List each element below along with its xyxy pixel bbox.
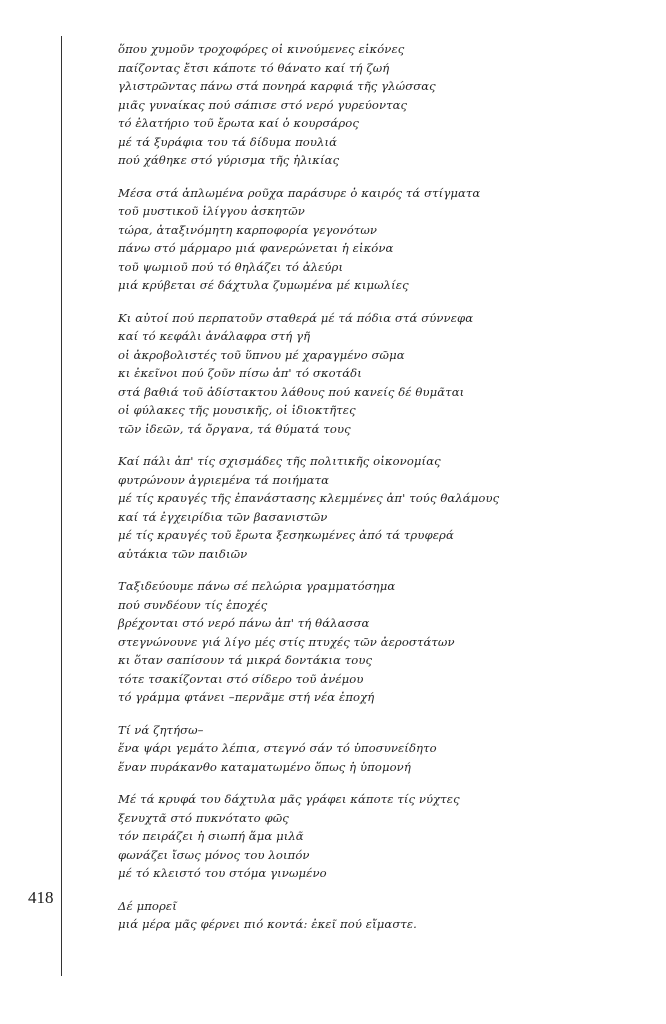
page-number: 418: [28, 888, 54, 907]
poem-body: [118, 40, 588, 948]
poem-line: τόν πειράζει ἡ σιωπή ἅμα μιλᾶ: [118, 829, 304, 843]
poem-line: οἱ ἀκροβολιστές τοῦ ὕπνου μέ χαραγμένο σῶμα: [118, 347, 405, 362]
poem-line: μέ τίς κραυγές τοῦ ἔρωτα ξεσηκωμένες ἀπό τά τρυφερά: [118, 528, 454, 542]
poem-line: Δέ μπορεῖ: [118, 898, 177, 913]
poem-line: μιά κρύβεται σέ δάχτυλα ζυμωμένα μέ κιμωλίες: [118, 278, 409, 292]
poem-line: παίζοντας ἔτσι κάποτε τό θάνατο καί τή ζωή: [118, 60, 390, 75]
poem-line: κι ἐκεῖνοι πού ζοῦν πίσω ἀπ' τό σκοτάδι: [118, 366, 362, 380]
stanza: [118, 897, 588, 934]
poem-line: φωνάζει ἴσως μόνος του λοιπόν: [118, 847, 310, 862]
poem-line: ἕνα ψάρι γεμάτο λέπια, στεγνό σάν τό ὑποσυνείδητο: [118, 741, 437, 755]
stanza: [118, 790, 588, 883]
poem-line: τότε τσακίζονται στό σίδερο τοῦ ἀνέμου: [118, 671, 364, 686]
poem-line: Καί πάλι ἀπ' τίς σχισμάδες τῆς πολιτικῆς οἰκονομίας: [118, 454, 441, 468]
poem-line: τοῦ ψωμιοῦ πού τό θηλάζει τό ἀλεύρι: [118, 259, 344, 274]
poem-line: ὅπου χυμοῦν τροχοφόρες οἱ κινούμενες εἰκόνες: [118, 42, 405, 56]
margin-rule: [61, 36, 62, 976]
poem-line: Μέσα στά ἁπλωμένα ροῦχα παράσυρε ὁ καιρός τά στίγματα: [118, 185, 481, 200]
poem-line: πού χάθηκε στό γύρισμα τῆς ἡλικίας: [118, 153, 340, 167]
stanza: [118, 577, 588, 707]
poem-line: Ταξιδεύουμε πάνω σέ πελώρια γραμματόσημα: [118, 579, 396, 593]
stanza: [118, 721, 588, 777]
poem-line: καί τό κεφάλι ἀνάλαφρα στή γῆ: [118, 329, 311, 343]
poem-line: μέ τά ξυράφια του τά δίδυμα πουλιά: [118, 134, 338, 149]
poem-line: τώρα, ἀταξινόμητη καρποφορία γεγονότων: [118, 222, 378, 237]
stanza: [118, 309, 588, 439]
poem-line: καί τά ἐγχειρίδια τῶν βασανιστῶν: [118, 509, 328, 524]
poem-line: πού συνδέουν τίς ἐποχές: [118, 597, 268, 612]
poem-line: τῶν ἰδεῶν, τά ὄργανα, τά θύματά τους: [118, 421, 351, 436]
poem-line: ἕναν πυράκανθο καταματωμένο ὅπως ἡ ὑπομονή: [118, 759, 411, 774]
poem-line: τό ἐλατήριο τοῦ ἔρωτα καί ὁ κουρσάρος: [118, 116, 359, 130]
poem-line: Κι αὐτοί πού περπατοῦν σταθερά μέ τά πόδια στά σύννεφα: [118, 310, 474, 325]
poem-line: πάνω στό μάρμαρο μιά φανερώνεται ἡ εἰκόνα: [118, 241, 394, 255]
poem-line: στά βαθιά τοῦ ἀδίστακτου λάθους πού κανείς δέ θυμᾶται: [118, 384, 465, 399]
stanza: [118, 40, 588, 170]
poem-line: οἱ φύλακες τῆς μουσικῆς, οἱ ἰδιοκτῆτες: [118, 403, 356, 417]
poem-line: μιᾶς γυναίκας πού σάπισε στό νερό γυρεύοντας: [118, 97, 408, 112]
poem-line: αὐτάκια τῶν παιδιῶν: [118, 546, 248, 561]
poem-line: τοῦ μυστικοῦ ἰλίγγου ἀσκητῶν: [118, 204, 305, 218]
poem-line: κι ὅταν σαπίσουν τά μικρά δοντάκια τους: [118, 653, 373, 667]
poem-line: Τί νά ζητήσω–: [118, 722, 204, 737]
poem-line: μέ τό κλειστό του στόμα γινωμένο: [118, 866, 327, 880]
poem-line: Μέ τά κρυφά του δάχτυλα μᾶς γράφει κάποτε τίς νύχτες: [118, 792, 460, 806]
poem-line: μιά μέρα μᾶς φέρνει πιό κοντά: ἐκεῖ πού εἴμαστε.: [118, 917, 417, 931]
poem-line: μέ τίς κραυγές τῆς ἐπανάστασης κλεμμένες ἀπ' τούς θαλάμους: [118, 491, 500, 505]
poem-line: φυτρώνουν ἀγριεμένα τά ποιήματα: [118, 472, 330, 487]
stanza: [118, 452, 588, 563]
poem-line: τό γράμμα φτάνει –περνᾶμε στή νέα ἐποχή: [118, 690, 375, 704]
poem-line: ξενυχτᾶ στό πυκνότατο φῶς: [118, 810, 289, 825]
poem-line: στεγνώνουνε γιά λίγο μές στίς πτυχές τῶν ἀεροστάτων: [118, 634, 455, 649]
stanza: [118, 184, 588, 295]
poem-line: γλιστρῶντας πάνω στά πονηρά καρφιά τῆς γλώσσας: [118, 79, 436, 93]
poem-line: βρέχονται στό νερό πάνω ἀπ' τή θάλασσα: [118, 616, 370, 630]
